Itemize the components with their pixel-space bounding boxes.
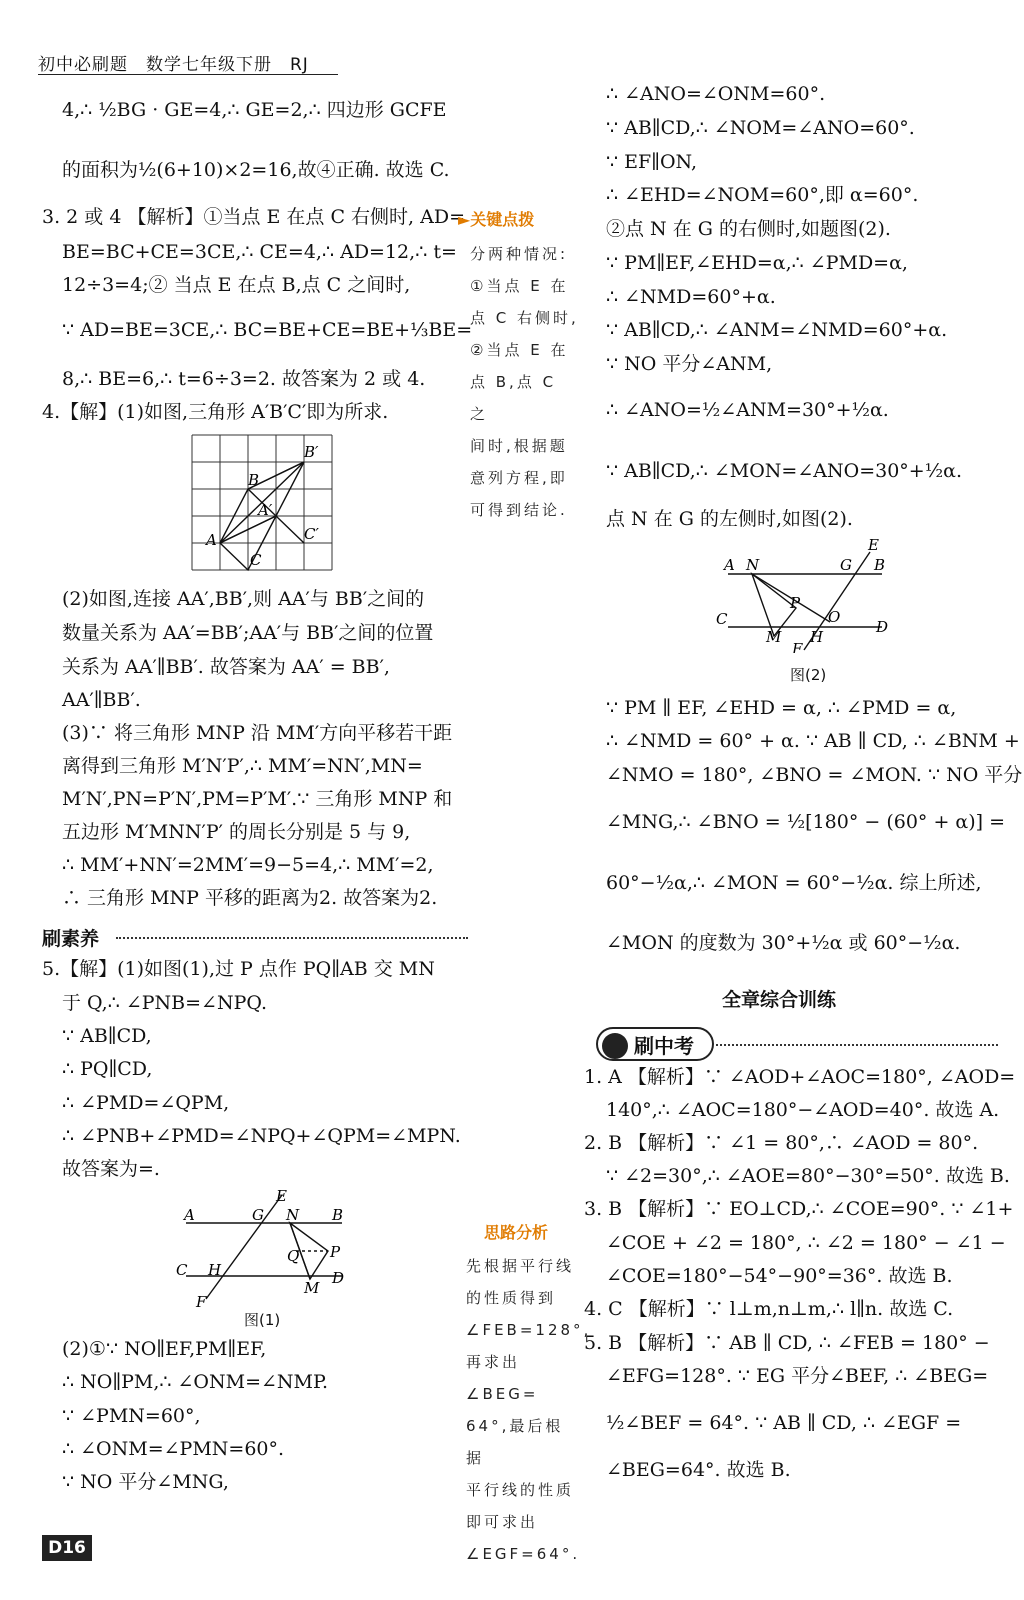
left-line-12: AA′∥BB′.	[62, 689, 141, 711]
left-line-15: M′N′,PN=P′N′,PM=P′M′.∵ 三角形 MNP 和	[62, 788, 453, 810]
fig1-H: H	[208, 1261, 222, 1279]
left-line-8: 4.【解】(1)如图,三角形 A′B′C′即为所求.	[42, 401, 389, 423]
right-line-8: ∵ AB∥CD,∴ ∠ANM=∠NMD=60°+α.	[606, 319, 948, 341]
label-C: C	[250, 551, 262, 569]
side-note-1-line-1: 分两种情况:	[470, 245, 569, 263]
left-line-24: ∴ ∠PNB+∠PMD=∠NPQ+∠QPM=∠MPN.	[62, 1125, 461, 1147]
fig2-P: P	[790, 594, 801, 612]
side-note-2-line-3: ∠FEB=128°,	[466, 1321, 592, 1339]
right-line-6: ∵ PM∥EF,∠EHD=α,∴ ∠PMD=α,	[606, 252, 908, 274]
fig2-N: N	[746, 556, 760, 574]
right-line-1: ∴ ∠ANO=∠ONM=60°.	[606, 83, 826, 105]
fig2-A: A	[724, 556, 735, 574]
left-line-18: ∴ 三角形 MNP 平移的距离为2. 故答案为2.	[62, 887, 438, 909]
figure-2-caption: 图(2)	[790, 666, 827, 684]
fig2-O: O	[828, 608, 841, 626]
q5-line-3: ½∠BEF = 64°. ∵ AB ∥ CD, ∴ ∠EGF =	[606, 1412, 962, 1434]
left-line-25: 故答案为=.	[62, 1158, 160, 1180]
left-line-13: (3)∵ 将三角形 MNP 沿 MM′方向平移若干距	[62, 722, 453, 744]
right-line-16: ∠MNG,∴ ∠BNO = ½[180° − (60° + α)] =	[606, 811, 1006, 833]
q2-line-1: 2. B 【解析】∵ ∠1 = 80°,∴ ∠AOD = 80°.	[584, 1132, 979, 1154]
right-line-17: 60°−½α,∴ ∠MON = 60°−½α. 综上所述,	[606, 872, 982, 894]
left-line-27: ∴ NO∥PM,∴ ∠ONM=∠NMP.	[62, 1371, 328, 1393]
fig1-M: M	[304, 1279, 320, 1297]
right-line-2: ∵ AB∥CD,∴ ∠NOM=∠ANO=60°.	[606, 117, 915, 139]
fig1-A: A	[184, 1206, 195, 1224]
right-line-3: ∵ EF∥ON,	[606, 151, 697, 173]
side-note-2-line-5: 64°,最后根据	[466, 1417, 564, 1467]
fig2-C: C	[716, 610, 728, 628]
right-line-7: ∴ ∠NMD=60°+α.	[606, 286, 776, 308]
fig1-Q: Q	[287, 1247, 300, 1265]
q5-line-2: ∠EFG=128°. ∵ EG 平分∠BEF, ∴ ∠BEG=	[606, 1365, 989, 1387]
side-note-2-line-6: 平行线的性质	[466, 1481, 575, 1499]
side-note-2	[466, 1250, 592, 1570]
fig2-F: F	[792, 640, 803, 653]
left-line-3: 3. 2 或 4 【解析】①当点 E 在点 C 右侧时, AD=	[42, 206, 465, 228]
fig1-N: N	[286, 1206, 300, 1224]
banner-icon	[602, 1033, 628, 1059]
side-note-2-line-8: ∠EGF=64°.	[466, 1545, 581, 1563]
fig1-F: F	[196, 1293, 207, 1311]
fig1-G: G	[252, 1206, 264, 1224]
label-Bp: B′	[304, 443, 319, 461]
side-note-2-heading: 思路分析	[484, 1223, 549, 1242]
right-line-10: ∴ ∠ANO=½∠ANM=30°+½α.	[606, 399, 889, 421]
right-line-5: ②点 N 在 G 的右侧时,如题图(2).	[606, 218, 891, 240]
banner-dotted-rule	[716, 1044, 998, 1046]
page-number: D16	[42, 1535, 92, 1561]
side-note-2-line-4: 再求出∠BEG=	[466, 1353, 539, 1403]
banner-label: 刷中考	[634, 1034, 694, 1058]
right-line-14: ∴ ∠NMD = 60° + α. ∵ AB ∥ CD, ∴ ∠BNM +	[606, 730, 1020, 752]
left-line-16: 五边形 M′MNN′P′ 的周长分别是 5 与 9,	[62, 821, 411, 843]
left-line-29: ∴ ∠ONM=∠PMN=60°.	[62, 1438, 285, 1460]
left-line-9: (2)如图,连接 AA′,BB′,则 AA′与 BB′之间的	[62, 588, 425, 610]
left-line-22: ∴ PQ∥CD,	[62, 1058, 153, 1080]
right-line-9: ∵ NO 平分∠ANM,	[606, 353, 773, 375]
q2-line-2: ∵ ∠2=30°,∴ ∠AOE=80°−30°=50°. 故选 B.	[606, 1165, 1010, 1187]
left-line-28: ∵ ∠PMN=60°,	[62, 1405, 201, 1427]
fig2-D: D	[876, 618, 889, 636]
side-note-2-line-2: 的性质得到	[466, 1289, 557, 1307]
left-line-5: 12÷3=4;② 当点 E 在点 B,点 C 之间时,	[62, 274, 411, 296]
left-line-11: 关系为 AA′∥BB′. 故答案为 AA′ = BB′,	[62, 656, 390, 678]
label-Ap: A′	[258, 501, 273, 519]
right-line-12: 点 N 在 G 的左侧时,如图(2).	[606, 508, 853, 530]
q3-line-3: ∠COE=180°−54°−90°=36°. 故选 B.	[606, 1265, 953, 1287]
chapter-title: 全章综合训练	[722, 989, 837, 1011]
left-line-14: 离得到三角形 M′N′P′,∴ MM′=NN′,MN=	[62, 755, 423, 777]
label-B: B	[248, 471, 260, 489]
side-note-1-line-4: ②当点 E 在	[470, 341, 569, 359]
side-note-1-heading: ►关键点拨	[458, 210, 535, 229]
fig1-P: P	[330, 1243, 341, 1261]
grid-figure	[190, 433, 335, 573]
left-line-1: 4,∴ ½BG · GE=4,∴ GE=2,∴ 四边形 GCFE	[62, 99, 447, 121]
fig2-M: M	[766, 628, 782, 646]
left-line-10: 数量关系为 AA′=BB′;AA′与 BB′之间的位置	[62, 622, 434, 644]
left-line-2: 的面积为½(6+10)×2=16,故④正确. 故选 C.	[62, 159, 450, 181]
side-note-1-line-8: 可得到结论.	[470, 501, 568, 519]
left-line-23: ∴ ∠PMD=∠QPM,	[62, 1092, 230, 1114]
section-dotted-rule	[116, 937, 468, 939]
left-line-6: ∵ AD=BE=3CE,∴ BC=BE+CE=BE+⅓BE=	[62, 319, 473, 341]
side-note-1-line-2: ①当点 E 在	[470, 277, 569, 295]
left-line-30: ∵ NO 平分∠MNG,	[62, 1471, 229, 1493]
fig2-E: E	[868, 538, 879, 554]
side-note-1	[470, 238, 580, 526]
left-line-4: BE=BC+CE=3CE,∴ CE=4,∴ AD=12,∴ t=	[62, 241, 457, 263]
q4-line-1: 4. C 【解析】∵ l⊥m,n⊥m,∴ l∥n. 故选 C.	[584, 1298, 954, 1320]
left-line-21: ∵ AB∥CD,	[62, 1025, 152, 1047]
left-line-7: 8,∴ BE=6,∴ t=6÷3=2. 故答案为 2 或 4.	[62, 368, 426, 390]
fig2-H: H	[810, 628, 824, 646]
fig2-G: G	[840, 556, 852, 574]
figure-2	[712, 538, 902, 653]
fig1-D: D	[332, 1269, 345, 1287]
side-note-1-line-6: 间时,根据题	[470, 437, 568, 455]
right-line-11: ∵ AB∥CD,∴ ∠MON=∠ANO=30°+½α.	[606, 460, 962, 482]
header-rule	[38, 74, 338, 75]
left-line-26: (2)①∵ NO∥EF,PM∥EF,	[62, 1338, 267, 1360]
side-note-1-line-3: 点 C 右侧时,	[470, 309, 579, 327]
fig2-B: B	[874, 556, 886, 574]
q5-line-4: ∠BEG=64°. 故选 B.	[606, 1459, 791, 1481]
left-line-17: ∴ MM′+NN′=2MM′=9−5=4,∴ MM′=2,	[62, 854, 434, 876]
fig1-E: E	[276, 1187, 287, 1205]
right-line-18: ∠MON 的度数为 30°+½α 或 60°−½α.	[606, 932, 961, 954]
right-line-13: ∵ PM ∥ EF, ∠EHD = α, ∴ ∠PMD = α,	[606, 697, 957, 719]
q3-line-1: 3. B 【解析】∵ EO⊥CD,∴ ∠COE=90°. ∵ ∠1+	[584, 1198, 1014, 1220]
q1-line-1: 1. A 【解析】∵ ∠AOD+∠AOC=180°, ∠AOD=	[584, 1066, 1016, 1088]
q1-line-2: 140°,∴ ∠AOC=180°−∠AOD=40°. 故选 A.	[606, 1099, 1000, 1121]
side-note-2-line-7: 即可求出	[466, 1513, 539, 1531]
left-line-20: 于 Q,∴ ∠PNB=∠NPQ.	[62, 992, 268, 1014]
label-A: A	[206, 531, 217, 549]
side-note-1-line-5: 点 B,点 C 之	[470, 373, 557, 423]
right-line-4: ∴ ∠EHD=∠NOM=60°,即 α=60°.	[606, 184, 919, 206]
fig1-C: C	[176, 1261, 188, 1279]
side-note-1-line-7: 意列方程,即	[470, 469, 568, 487]
running-header: 初中必刷题 数学七年级下册 RJ	[38, 55, 309, 75]
q5-line-1: 5. B 【解析】∵ AB ∥ CD, ∴ ∠FEB = 180° −	[584, 1332, 990, 1354]
section-label-shuasuyang: 刷素养	[42, 928, 100, 950]
fig1-B: B	[332, 1206, 344, 1224]
label-Cp: C′	[304, 525, 319, 543]
left-line-19: 5.【解】(1)如图(1),过 P 点作 PQ∥AB 交 MN	[42, 958, 435, 980]
figure-1-caption: 图(1)	[244, 1311, 281, 1329]
q3-line-2: ∠COE + ∠2 = 180°, ∴ ∠2 = 180° − ∠1 −	[606, 1232, 1006, 1254]
section-banner	[596, 1027, 714, 1061]
side-note-2-line-1: 先根据平行线	[466, 1257, 575, 1275]
right-line-15: ∠NMO = 180°, ∠BNO = ∠MON. ∵ NO 平分	[606, 764, 1023, 786]
